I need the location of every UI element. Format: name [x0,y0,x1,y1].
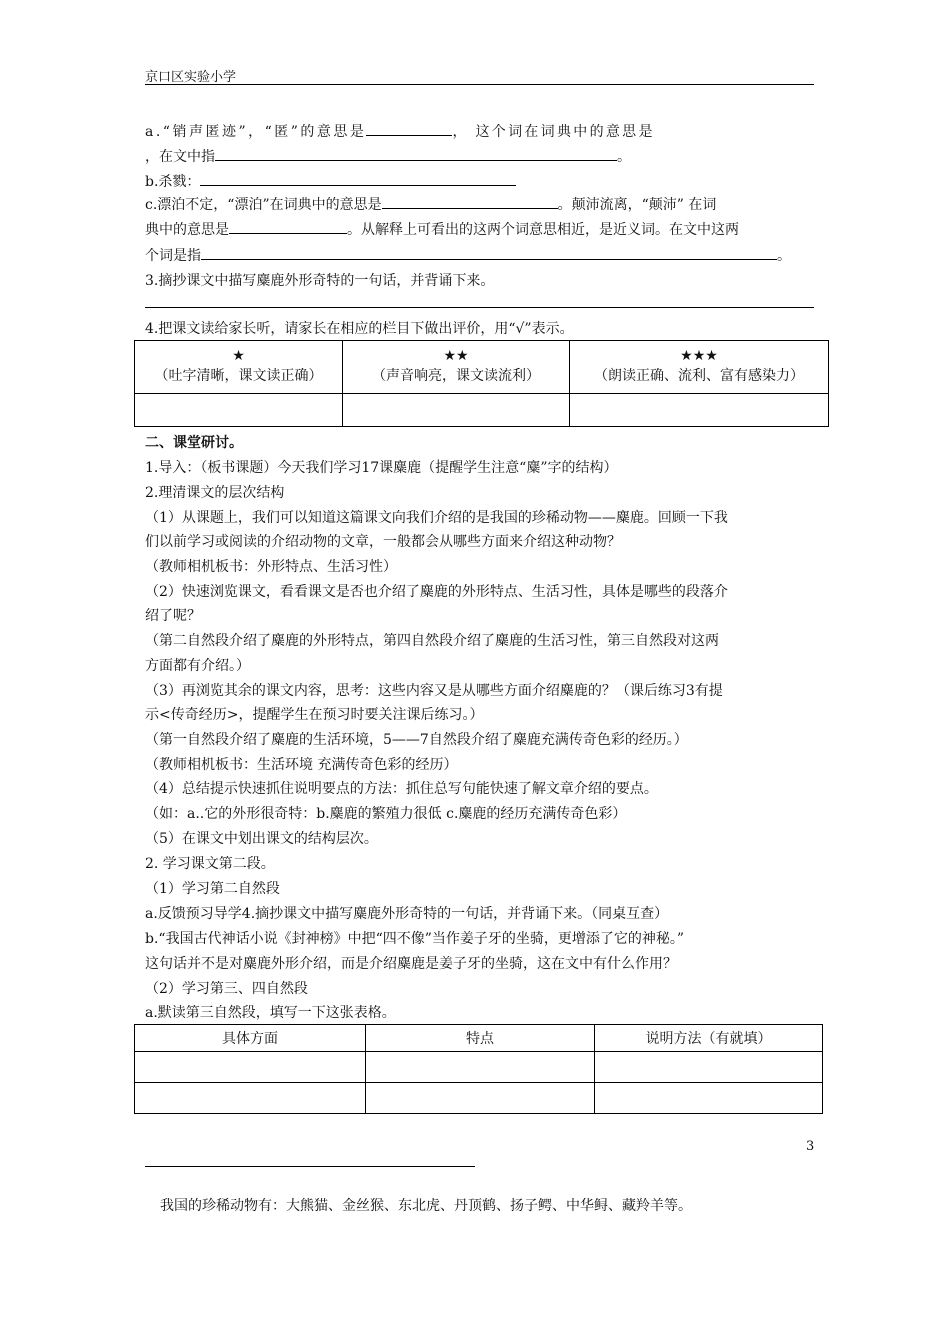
para-line: 示<传奇经历>，提醒学生在预习时要关注课后练习。） [145,707,484,723]
para-line: 2. 学习课文第二段。 [145,856,275,872]
para-line: 1.导入：（板书课题）今天我们学习17课麋鹿（提醒学生注意“麋”字的结构） [145,460,618,476]
evaluation-table [134,340,829,427]
footnote: 我国的珍稀动物有：大熊猫、金丝猴、东北虎、丹顶鹤、扬子鳄、中华鲟、藏羚羊等。 [160,1198,692,1214]
para-line: （3）再浏览其余的课文内容，思考：这些内容又是从哪些方面介绍麋鹿的？（课后练习3有提 [145,683,723,699]
para-line: （2）学习第三、四自然段 [145,981,308,997]
question-c-text5: 个词是指 [145,248,201,264]
star-icon: ★★★ [680,348,718,364]
fill-header-aspect: 具体方面 [135,1025,366,1052]
blank-shalu[interactable] [200,171,516,186]
para-line: （第二自然段介绍了麋鹿的外形特点，第四自然段介绍了麋鹿的生活习性，第三自然段对这两 [145,633,719,649]
question-c-text2: 。颠沛流离，“颠沛” 在词 [557,197,717,213]
para-line: 2.理清课文的层次结构 [145,485,285,501]
eval-cell-3[interactable] [570,394,829,427]
para-line: （教师相机板书：生活环境 充满传奇色彩的经历） [145,757,458,773]
question-c-text4: 。从解释上可看出的这两个词意思相近，是近义词。在文中这两 [347,222,739,238]
blank-ni-meaning[interactable] [366,121,452,136]
para-line: a.反馈预习导学4.摘抄课文中描写麋鹿外形奇特的一句话，并背诵下来。（同桌互查） [145,906,669,922]
fill-table [134,1024,823,1114]
para-line: b.“我国古代神话小说《封神榜》中把“四不像”当作姜子牙的坐骑，更增添了它的神秘。” [145,931,685,947]
question-b-line [145,171,516,190]
question-a-line2 [145,146,631,165]
question-c-line2 [145,219,739,238]
eval-col-2-desc: （声音响亮，课文读流利） [372,368,540,384]
para-line: （如：a..它的外形很奇特：b.麋鹿的繁殖力很低 c.麋鹿的经历充满传奇色彩） [145,806,627,822]
fill-cell[interactable] [595,1052,823,1083]
para-line: （1）从课题上，我们可以知道这篇课文向我们介绍的是我国的珍稀动物——麋鹿。回顾一下我 [145,510,728,526]
question-a-text3: ，在文中指 [145,149,215,165]
para-line: （4）总结提示快速抓住说明要点的方法：抓住总写句能快速了解文章介绍的要点。 [145,781,658,797]
question-4: 4.把课文读给家长听，请家长在相应的栏目下做出评价，用“√”表示。 [145,321,574,337]
para-line: 绍了呢？ [145,608,201,624]
question-a-line1 [145,121,814,140]
eval-cell-1[interactable] [135,394,343,427]
para-line: （5）在课文中划出课文的结构层次。 [145,831,378,847]
fill-cell[interactable] [366,1083,595,1114]
page-number: 3 [806,1139,815,1154]
question-c-text1: c.漂泊不定，“漂泊”在词典中的意思是 [145,197,382,213]
question-a-text1: a.“销声匿迹”，“匿”的意思是 [145,124,367,140]
para-line: a.默读第三自然段，填写一下这张表格。 [145,1005,396,1021]
section-2-title: 二、课堂研讨。 [145,435,243,451]
header-rule [145,84,814,85]
blank-piaobo[interactable] [382,194,558,209]
question-a-end: 。 [617,149,631,165]
footnote-rule [145,1166,475,1167]
fill-cell[interactable] [135,1052,366,1083]
fill-cell[interactable] [135,1083,366,1114]
para-line: （1）学习第二自然段 [145,881,280,897]
eval-col-3-header [570,341,829,394]
para-line: 方面都有介绍。） [145,658,250,674]
school-header: 京口区实验小学 [145,70,237,85]
question-3: 3.摘抄课文中描写麋鹿外形奇特的一句话，并背诵下来。 [145,273,495,289]
blank-context-meaning[interactable] [215,146,617,161]
eval-col-1-desc: （吐字清晰，课文读正确） [154,368,323,384]
para-line: （2）快速浏览课文，看看课文是否也介绍了麋鹿的外形特点、生活习性，具体是哪些的段落介 [145,584,728,600]
question-c-end: 。 [777,248,791,264]
eval-col-2-header [343,341,570,394]
star-icon: ★★ [443,348,469,364]
question-c-text3: 典中的意思是 [145,222,229,238]
eval-col-3-desc: （朗读正确、流利、富有感染力） [594,368,804,384]
para-line: 这句话并不是对麋鹿外形介绍，而是介绍麋鹿是姜子牙的坐骑，这在文中有什么作用？ [145,956,677,972]
eval-col-1-header [135,341,343,394]
blank-dianpei[interactable] [229,219,347,234]
question-c-line3 [145,245,791,264]
eval-cell-2[interactable] [343,394,570,427]
fill-cell[interactable] [595,1083,823,1114]
para-line: 们以前学习或阅读的介绍动物的文章，一般都会从哪些方面来介绍这种动物？ [145,534,621,550]
question-b-text: b.杀戮： [145,174,201,190]
answer-line-q3[interactable] [145,307,814,308]
question-c-line1 [145,194,717,213]
blank-context-both[interactable] [201,245,777,260]
fill-header-feature: 特点 [366,1025,595,1052]
star-icon: ★ [232,348,245,364]
para-line: （教师相机板书：外形特点、生活习性） [145,559,397,575]
fill-header-method: 说明方法（有就填） [595,1025,823,1052]
para-line: （第一自然段介绍了麋鹿的生活环境，5——7自然段介绍了麋鹿充满传奇色彩的经历。） [145,732,688,748]
fill-cell[interactable] [366,1052,595,1083]
question-a-text2: ， 这个词在词典中的意思是 [452,124,655,140]
